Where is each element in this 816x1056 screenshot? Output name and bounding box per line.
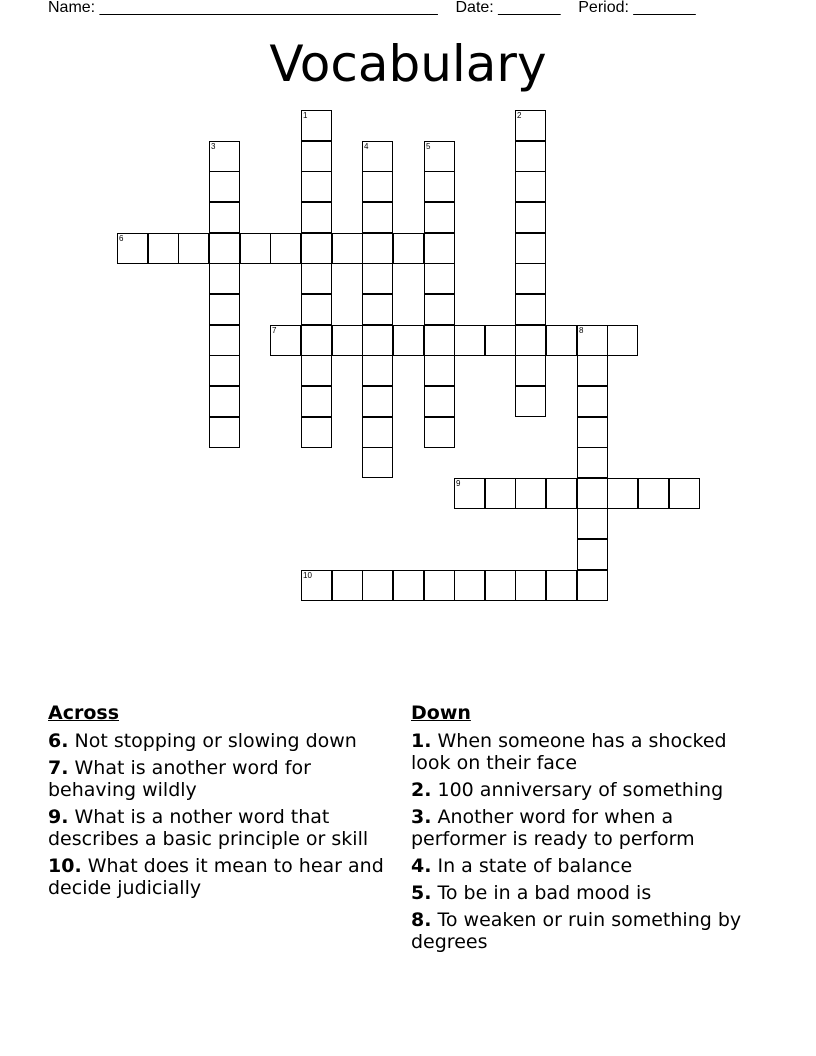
clue-number: 4. <box>411 855 432 877</box>
crossword-cell[interactable] <box>209 233 240 264</box>
crossword-cell[interactable] <box>270 325 301 356</box>
crossword-cell[interactable] <box>515 355 546 386</box>
down-heading: Down <box>411 702 471 724</box>
clue-number-label: 3 <box>211 142 216 151</box>
crossword-cell[interactable] <box>301 202 332 233</box>
crossword-cell[interactable] <box>577 508 608 539</box>
crossword-cell[interactable] <box>424 417 455 448</box>
crossword-cell[interactable] <box>577 539 608 570</box>
clue-number-label: 4 <box>364 142 369 151</box>
clue-text: When someone has a shocked look on their face <box>411 730 727 774</box>
crossword-cell[interactable] <box>669 478 700 509</box>
clue-text: What is a nother word that describes a basic principle or skill <box>48 806 369 850</box>
crossword-cell[interactable] <box>515 263 546 294</box>
crossword-cell[interactable] <box>117 233 148 264</box>
crossword-cell[interactable] <box>485 570 516 601</box>
crossword-cell[interactable] <box>301 294 332 325</box>
crossword-cell[interactable] <box>638 478 669 509</box>
crossword-cell[interactable] <box>362 263 393 294</box>
crossword-cell[interactable] <box>209 294 240 325</box>
clue-down-1 <box>411 730 756 774</box>
crossword-cell[interactable] <box>424 263 455 294</box>
crossword-cell[interactable] <box>424 233 455 264</box>
crossword-cell[interactable] <box>301 386 332 417</box>
crossword-cell[interactable] <box>209 263 240 294</box>
crossword-cell[interactable] <box>515 386 546 417</box>
crossword-cell[interactable] <box>209 355 240 386</box>
crossword-cell[interactable] <box>362 171 393 202</box>
clue-number-label: 5 <box>426 142 431 151</box>
clue-number: 9. <box>48 806 69 828</box>
clue-text: In a state of balance <box>437 855 633 877</box>
clue-text: To be in a bad mood is <box>437 882 652 904</box>
clue-number: 1. <box>411 730 432 752</box>
crossword-cell[interactable] <box>424 355 455 386</box>
crossword-cell[interactable] <box>332 233 363 264</box>
crossword-cell[interactable] <box>362 447 393 478</box>
crossword-cell[interactable] <box>393 325 424 356</box>
down-clues <box>411 702 756 958</box>
crossword-cell[interactable] <box>424 294 455 325</box>
crossword-cell[interactable] <box>393 233 424 264</box>
clue-down-3 <box>411 806 756 850</box>
crossword-cell[interactable] <box>362 417 393 448</box>
crossword-cell[interactable] <box>546 325 577 356</box>
crossword-cell[interactable] <box>209 417 240 448</box>
crossword-cell[interactable] <box>178 233 209 264</box>
crossword-cell[interactable] <box>577 417 608 448</box>
clue-text: To weaken or ruin something by degrees <box>411 909 742 953</box>
clue-number: 3. <box>411 806 432 828</box>
crossword-cell[interactable] <box>515 202 546 233</box>
crossword-cell[interactable] <box>270 233 301 264</box>
clue-text: 100 anniversary of something <box>437 779 724 801</box>
clue-number: 8. <box>411 909 432 931</box>
crossword-cell[interactable] <box>515 110 546 141</box>
crossword-cell[interactable] <box>301 570 332 601</box>
clue-number-label: 10 <box>303 571 312 580</box>
clue-across-6 <box>48 730 400 752</box>
crossword-cell[interactable] <box>148 233 179 264</box>
crossword-cell[interactable] <box>454 478 485 509</box>
crossword-cell[interactable] <box>393 570 424 601</box>
crossword-cell[interactable] <box>424 570 455 601</box>
crossword-cell[interactable] <box>515 325 546 356</box>
clue-number-label: 2 <box>517 111 522 120</box>
crossword-cell[interactable] <box>577 478 608 509</box>
clue-across-7 <box>48 757 400 801</box>
crossword-cell[interactable] <box>515 570 546 601</box>
crossword-cell[interactable] <box>424 202 455 233</box>
header-line: Name: ______________________________________ Date: _______ Period: _______ <box>48 0 696 16</box>
crossword-cell[interactable] <box>362 141 393 172</box>
crossword-cell[interactable] <box>301 355 332 386</box>
crossword-cell[interactable] <box>240 233 271 264</box>
clue-across-9 <box>48 806 400 850</box>
crossword-cell[interactable] <box>301 171 332 202</box>
clue-number: 10. <box>48 855 82 877</box>
clue-number: 5. <box>411 882 432 904</box>
crossword-cell[interactable] <box>515 141 546 172</box>
crossword-cell[interactable] <box>424 171 455 202</box>
crossword-cell[interactable] <box>301 233 332 264</box>
crossword-cell[interactable] <box>301 263 332 294</box>
crossword-cell[interactable] <box>424 141 455 172</box>
clue-text: What is another word for behaving wildly <box>48 757 311 801</box>
crossword-cell[interactable] <box>362 570 393 601</box>
crossword-cell[interactable] <box>424 386 455 417</box>
clue-down-4 <box>411 855 756 877</box>
crossword-cell[interactable] <box>546 570 577 601</box>
crossword-cell[interactable] <box>515 478 546 509</box>
crossword-cell[interactable] <box>546 478 577 509</box>
clue-number-label: 8 <box>579 326 584 335</box>
crossword-cell[interactable] <box>515 233 546 264</box>
clue-text: Not stopping or slowing down <box>74 730 357 752</box>
crossword-cell[interactable] <box>485 478 516 509</box>
crossword-cell[interactable] <box>577 355 608 386</box>
crossword-cell[interactable] <box>577 386 608 417</box>
crossword-cell[interactable] <box>301 325 332 356</box>
crossword-cell[interactable] <box>424 325 455 356</box>
clue-across-10 <box>48 855 400 899</box>
crossword-cell[interactable] <box>577 325 608 356</box>
across-heading: Across <box>48 702 120 724</box>
clue-number: 7. <box>48 757 69 779</box>
crossword-cell[interactable] <box>209 202 240 233</box>
crossword-cell[interactable] <box>515 294 546 325</box>
crossword-cell[interactable] <box>577 447 608 478</box>
page-title: Vocabulary <box>269 35 547 93</box>
clue-down-8 <box>411 909 756 953</box>
across-clues <box>48 702 400 904</box>
crossword-cell[interactable] <box>332 570 363 601</box>
crossword-cell[interactable] <box>332 325 363 356</box>
clue-number: 6. <box>48 730 69 752</box>
crossword-cell[interactable] <box>485 325 516 356</box>
crossword-cell[interactable] <box>362 233 393 264</box>
crossword-cell[interactable] <box>301 110 332 141</box>
crossword-cell[interactable] <box>577 570 608 601</box>
clue-number: 2. <box>411 779 432 801</box>
clue-number-label: 9 <box>456 479 461 488</box>
crossword-cell[interactable] <box>454 570 485 601</box>
crossword-cell[interactable] <box>209 325 240 356</box>
crossword-cell[interactable] <box>362 294 393 325</box>
clue-number-label: 6 <box>119 234 124 243</box>
crossword-cell[interactable] <box>362 325 393 356</box>
crossword-cell[interactable] <box>454 325 485 356</box>
crossword-cell[interactable] <box>209 171 240 202</box>
clue-down-2 <box>411 779 756 801</box>
clue-down-5 <box>411 882 756 904</box>
clue-number-label: 1 <box>303 111 308 120</box>
crossword-cell[interactable] <box>209 141 240 172</box>
crossword-cell[interactable] <box>607 478 638 509</box>
crossword-cell[interactable] <box>209 386 240 417</box>
clue-text: What does it mean to hear and decide judicially <box>48 855 384 899</box>
clue-number-label: 7 <box>272 326 277 335</box>
crossword-cell[interactable] <box>362 386 393 417</box>
crossword-cell[interactable] <box>301 141 332 172</box>
crossword-cell[interactable] <box>362 355 393 386</box>
clue-text: Another word for when a performer is ready to perform <box>411 806 695 850</box>
crossword-cell[interactable] <box>607 325 638 356</box>
crossword-cell[interactable] <box>515 171 546 202</box>
crossword-cell[interactable] <box>362 202 393 233</box>
crossword-cell[interactable] <box>301 417 332 448</box>
